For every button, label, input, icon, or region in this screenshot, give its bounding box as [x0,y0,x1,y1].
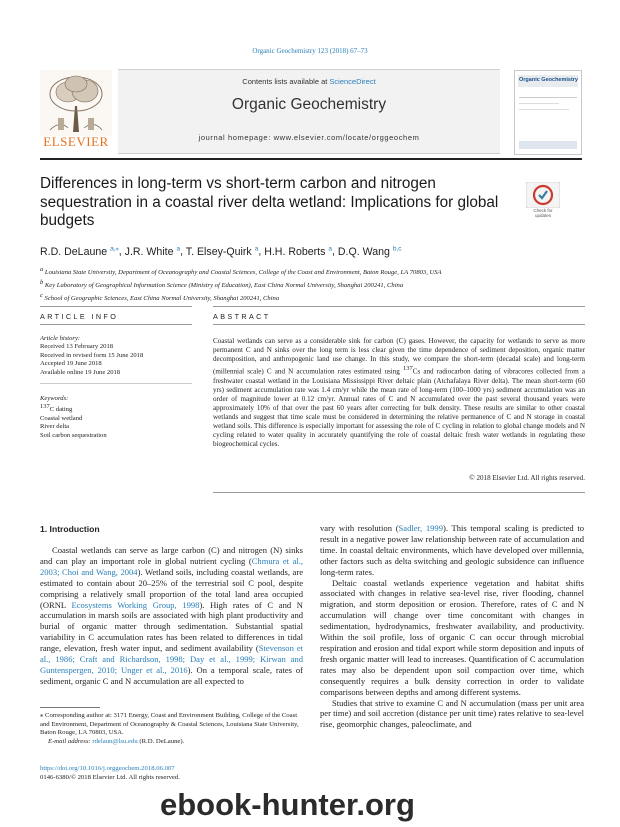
affiliations [40,265,580,303]
watermark: ebook-hunter.org [160,787,415,822]
citation-link[interactable]: Chmura et al., 2003; Choi and Wang, 2004 [40,555,304,577]
author[interactable]: H.H. Roberts $^a$ [264,245,333,258]
keyword: River delta [40,423,70,431]
introduction-heading: 1. Introduction [40,524,100,534]
journal-reference[interactable]: Organic Geochemistry 123 (2018) 67–73 [252,47,368,55]
keyword: Coastal wetland [40,415,83,423]
citation-link[interactable]: Sadler, 1999 [398,523,443,533]
author-email-link[interactable]: rdelaun@lsu.edu [92,737,138,745]
journal-title: Organic Geochemistry [231,96,387,113]
author[interactable]: J.R. White $^a$ [124,245,181,258]
article-info-heading: ARTICLE INFO [40,312,119,321]
citation-link[interactable]: Stevenson et al., 1986; Craft and Richardson, 1998; Day et al., 1999; Kirwan and Guntenspergen, 2010; Unger et al., 2016 [40,643,303,675]
keyword: $^{137}$C dating [40,403,73,414]
article-info [40,327,192,440]
section-rule [40,306,192,307]
history-item: Received 13 February 2018 [40,343,114,351]
history-item: Available online 19 June 2018 [40,368,121,376]
section-rule [213,324,585,325]
body-column-left [40,545,303,687]
abstract-copyright: © 2018 Elsevier Ltd. All rights reserved. [469,474,585,482]
crossmark-icon [526,182,560,208]
section-rule [40,324,192,325]
section-rule [213,306,585,307]
article-title: Differences in long-term vs short-term carbon and nitrogen sequestration in a coastal river delta wetland: Implications for global budgets [40,175,499,229]
intro-paragraph: Deltaic coastal wetlands experience vegetation and habitat shifts associated with changes in relative sea-level rise, river flooding, channel migration, and storm deposition or erosion. Therefore, rates of C and N accumulation will change over time concomitant with changes in sedimentation, hydrodynamics, freshwater availability, and productivity. Within the soil profile, loss of organic C can occur through microbial respiration and erosion and tidal export while storm deposition and inputs of fresh organic matter will lead to increases. Quantification of C accumulation rates may also be dependent upon soil compaction over time, which consequently requires a bulk density correction in order to validate comparisons between depths and among different systems. [320,577,584,697]
masthead-divider [40,158,582,160]
keyword: Soil carbon sequestration [40,431,107,439]
elsevier-wordmark: ELSEVIER [43,134,109,149]
keywords-label: Keywords: [40,395,69,403]
history-label: Article history: [40,335,81,342]
author-list: R.D. DeLaune $^{a,⁎}$, J.R. White $^a$, T. Elsey-Quirk $^a$, H.H. Roberts $^a$, D.Q. Wang $^{b,c}$ [40,245,402,258]
issn-copyright: 0146-6380/© 2018 Elsevier Ltd. All rights reserved. [40,774,180,781]
homepage-prefix: journal homepage: [198,133,274,142]
crossmark-badge[interactable] [526,182,560,220]
affiliation: $^b$ Key Laboratory of Geographical Information Science (Ministry of Education), East China Normal University, Shanghai 200241, China [40,278,404,289]
doi-link[interactable]: https://doi.org/10.1016/j.orggeochem.2018.06.007 [40,765,175,772]
elsevier-logo [40,70,112,150]
sciencedirect-link[interactable]: ScienceDirect [329,77,376,86]
contents-available-line [118,77,500,86]
body-column-right [320,523,584,730]
intro-paragraph: Studies that strive to examine C and N accumulation (mass per unit area per time) and soil accretion (distance per unit time) rates relative to sea-level rise, geomorphic changes, paleoclimate, and [320,697,584,730]
intro-paragraph: vary with resolution (Sadler, 1999). This temporal scaling is predicted to result in a negative power law relationship between rate of accumulation and time. In coastal deltaic environments, which have developed over millennia, other factors such as delta switching and geologic subsidence can influence long-term rates. [320,523,584,577]
crossmark-label: Check for updates [533,208,553,218]
footnote-rule [40,707,100,708]
journal-cover-thumbnail[interactable] [514,70,582,155]
author[interactable]: D.Q. Wang $^{b,c}$ [337,245,402,258]
journal-homepage-line [118,133,500,142]
affiliation: $^c$ School of Geographic Sciences, East China Normal University, Shanghai 200241, China [40,291,280,302]
history-item: Accepted 19 June 2018 [40,360,102,368]
citation-link[interactable]: Ecosystems Working Group, 1998 [71,599,200,610]
affiliation: $^a$ Louisiana State University, Department of Oceanography and Coastal Sciences, College of the Coast and Environment, Baton Rouge, LA 70803, USA [40,266,442,277]
section-rule [213,492,585,493]
abstract-heading: ABSTRACT [213,312,271,321]
intro-paragraph: Coastal wetlands can serve as large carbon (C) and nitrogen (N) sinks and can play an important role in global nutrient cycling (Chmura et al., 2003; Choi and Wang, 2004). Wetland soils, including coastal wetlands, are estimated to contain about 20–25% of the terrestrial soil C pool, despite comprising a relatively small proportion of the total land area occupied (ORNL Ecosystems Working Group, 1998). High rates of C and N accumulation in marsh soils are associated with high plant productivity and burial of organic matter through sedimentation. Substantial spatial variability in C accumulation rates has been related to differences in tidal range, elevation, fresh water input, and sediment availability (Stevenson et al., 1986; Craft and Richardson, 1998; Day et al., 1999; Kirwan and Guntenspergen, 2010; Unger et al., 2016). On a temporal scale, rates of sediment, organic C and N accumulation are all expected to [40,545,304,686]
corresponding-author-footnote: ⁎ Corresponding author at: 3171 Energy, Coast and Environment Building, College of the Coast and Environment, Department of Oceanography & Coastal Sciences, Louisiana State University, Baton Rouge, LA 70803, USA. E-mail address: rdelaun@lsu.edu (R.D. DeLaune). [40,712,299,745]
history-item: Received in revised form 15 June 2018 [40,351,144,359]
cover-title: Organic Geochemistry [519,77,578,83]
author[interactable]: R.D. DeLaune $^{a,⁎}$ [40,245,119,258]
homepage-url[interactable]: www.elsevier.com/locate/orggeochem [273,133,420,142]
contents-prefix: Contents lists available at [242,77,330,86]
author[interactable]: T. Elsey-Quirk $^a$ [185,245,259,258]
info-divider [40,383,192,384]
abstract-text: Coastal wetlands can serve as a considerable sink for carbon (C) gases. However, the capacity for wetlands to serve as more permanent C and N sinks over the long term is less clear given the time dependence of sediment deposition, organic matter decomposition, and anthropogenic land use change. In this study, we compare the short-term (decadal scale) and long-term (millennial scale) C and N accumulation rates estimated using $^{137}$Cs and radiocarbon dating of vibracores collected from a freshwater coastal wetland in the Louisiana Mississippi River deltaic plain (Atchafalaya River delta). The mean short-term (60 yrs) sediment accumulation rate was 1.4 cm/yr while the mean rate of long-term (100–1000 yrs) sediment accumulation was an order of magnitude lower at 0.12 cm/yr. Annual rates of C and N accumulated over the past several thousand years were approximately 10% of that over the past 60 years after correcting for bulk density. These results are similar to other coastal wetlands and suggest that time scale must be considered in determining the relative permanence of C and N storage in coastal wetland soils. This difference is especially important for assessing the role of C cycling in relation to global change models and N cycling related to water quality in accurately quantifying the role of coastal deltaic fresh water wetlands in regulating these biogeochemical cycles. [213,337,585,448]
